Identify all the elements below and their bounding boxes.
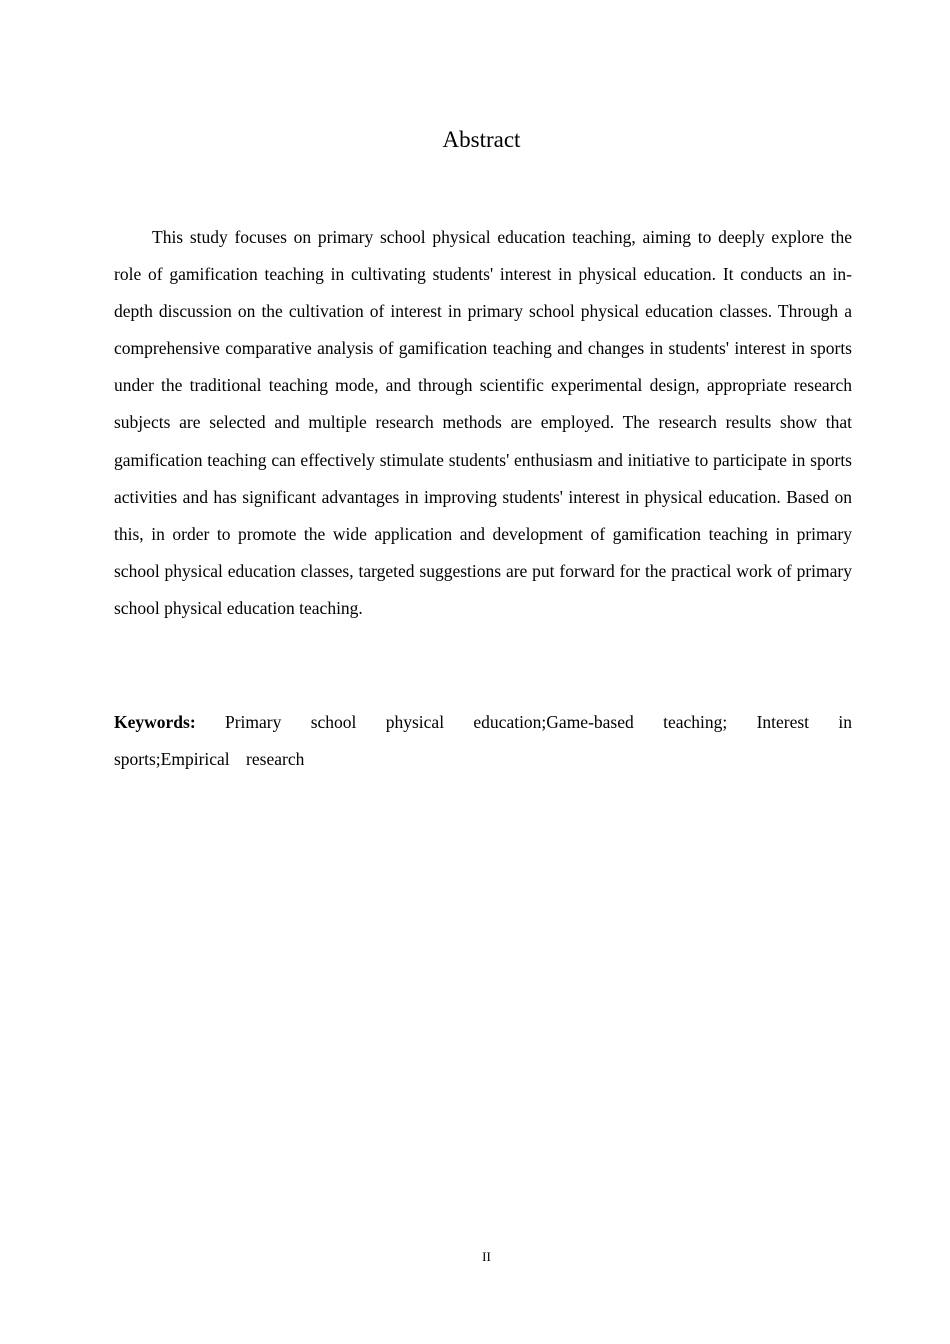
page-number: II [482, 1249, 491, 1264]
abstract-body: This study focuses on primary school physical education teaching, aiming to deeply explore the role of gamification teaching in cultivating students' interest in physical education. It conducts an in-depth discussion on the cultivation of interest in primary school physical education classes. Through a comprehensive comparative analysis of gamification teaching and changes in students' interest in sports under the traditional teaching mode, and through scientific experimental design, appropriate research subjects are selected and multiple research methods are employed. The research results show that gamification teaching can effectively stimulate students' enthusiasm and initiative to participate in sports activities and has significant advantages in improving students' interest in physical education. Based on this, in order to promote the wide application and development of gamification teaching in primary school physical education classes, targeted suggestions are put forward for the practical work of primary school physical education teaching. [114, 227, 852, 618]
keywords-text: Primary school physical education;Game-based teaching; Interest in sports;Empirical research [114, 712, 852, 769]
abstract-title: Abstract [442, 127, 521, 152]
keywords-label: Keywords: [114, 712, 196, 732]
keywords-paragraph [114, 704, 852, 777]
